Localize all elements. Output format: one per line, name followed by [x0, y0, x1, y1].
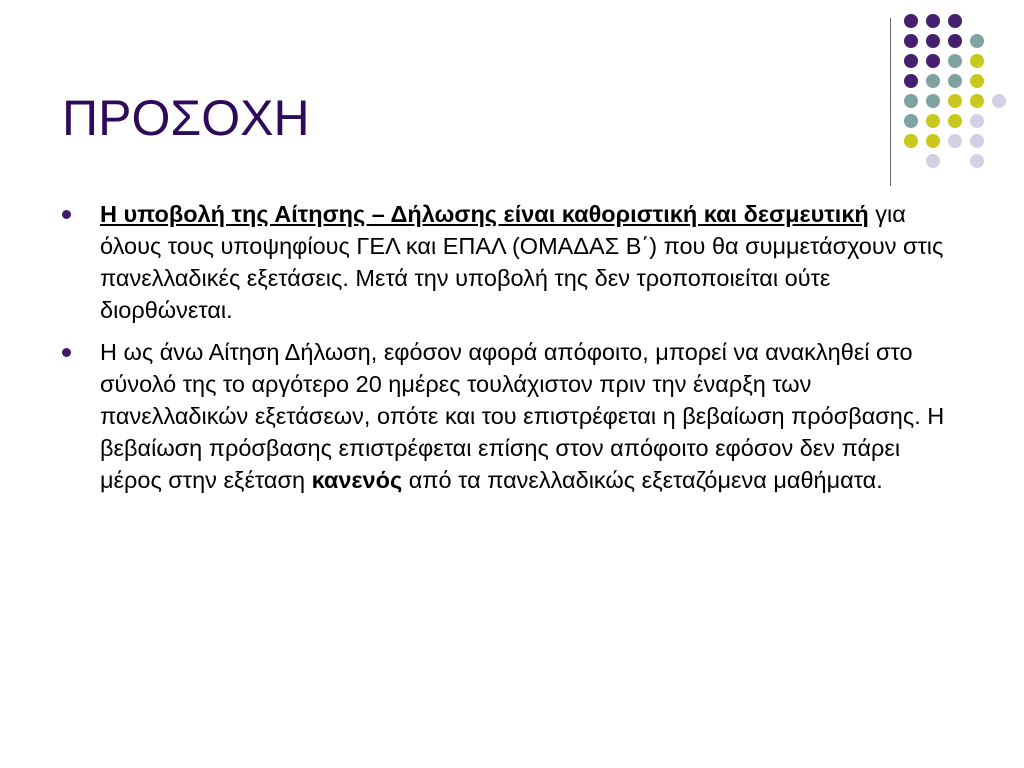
decorative-dot: [926, 154, 940, 168]
decorative-dot: [926, 14, 940, 28]
bullet-item: [62, 336, 952, 496]
bullet-text: για όλους τους υποψηφίους ΓΕΛ και ΕΠΑΛ (ΟΜΑΔΑΣ Β΄) που θα συμμετάσχουν στις πανελλαδικές εξετάσεις. Μετά την υποβολή της δεν τροποποιείται ούτε διορθώνεται.: [100, 201, 944, 323]
bullet-text: Η ως άνω Αίτηση Δήλωση, εφόσον αφορά απόφοιτο, μπορεί να ανακληθεί στο σύνολό της το αργότερο 20 ημέρες τουλάχιστον πριν την έναρξη των πανελλαδικών εξετάσεων, οπότε και του επιστρέφεται η βεβαίωση πρόσβασης. Η βεβαίωση πρόσβασης επιστρέφεται επίσης στον απόφοιτο εφόσον δεν πάρει μέρος στην εξέταση: [100, 339, 945, 493]
decorative-dot: [970, 114, 984, 128]
decorative-dot: [926, 94, 940, 108]
decorative-dot: [970, 134, 984, 148]
decorative-dot: [926, 134, 940, 148]
bullet-text: από τα πανελλαδικώς εξεταζόμενα μαθήματα.: [402, 467, 883, 493]
decorative-dot: [970, 94, 984, 108]
decorative-dot: [904, 14, 918, 28]
bullet-item: [62, 198, 952, 326]
bullet-bold-text: κανενός: [311, 467, 403, 493]
decorative-dot: [948, 94, 962, 108]
decorative-dot: [904, 74, 918, 88]
bullet-list: [62, 198, 952, 506]
decorative-dot: [970, 54, 984, 68]
decorative-dot: [948, 134, 962, 148]
decorative-dot: [948, 54, 962, 68]
decorative-dot: [970, 34, 984, 48]
decorative-dot: [904, 134, 918, 148]
slide-title: ΠΡΟΣΟΧΗ: [62, 90, 310, 146]
decorative-dot: [904, 54, 918, 68]
decorative-dot: [926, 114, 940, 128]
decorative-dot: [904, 94, 918, 108]
decorative-dot: [926, 74, 940, 88]
decorative-dot: [926, 34, 940, 48]
decorative-dot: [948, 114, 962, 128]
decorative-dot: [970, 154, 984, 168]
decorative-dot: [970, 74, 984, 88]
decorative-dot: [992, 94, 1006, 108]
title-divider: [890, 18, 891, 186]
decorative-dot: [948, 74, 962, 88]
decorative-dot: [926, 54, 940, 68]
bullet-lead-text: Η υποβολή της Αίτησης – Δήλωσης είναι καθοριστική και δεσμευτική: [100, 201, 869, 227]
decorative-dot: [904, 114, 918, 128]
decorative-dot: [948, 34, 962, 48]
decorative-dot: [904, 34, 918, 48]
bullet-dot-icon: [62, 210, 71, 219]
bullet-dot-icon: [62, 348, 71, 357]
decorative-dot: [948, 14, 962, 28]
decorative-dot-grid: [904, 14, 1004, 164]
